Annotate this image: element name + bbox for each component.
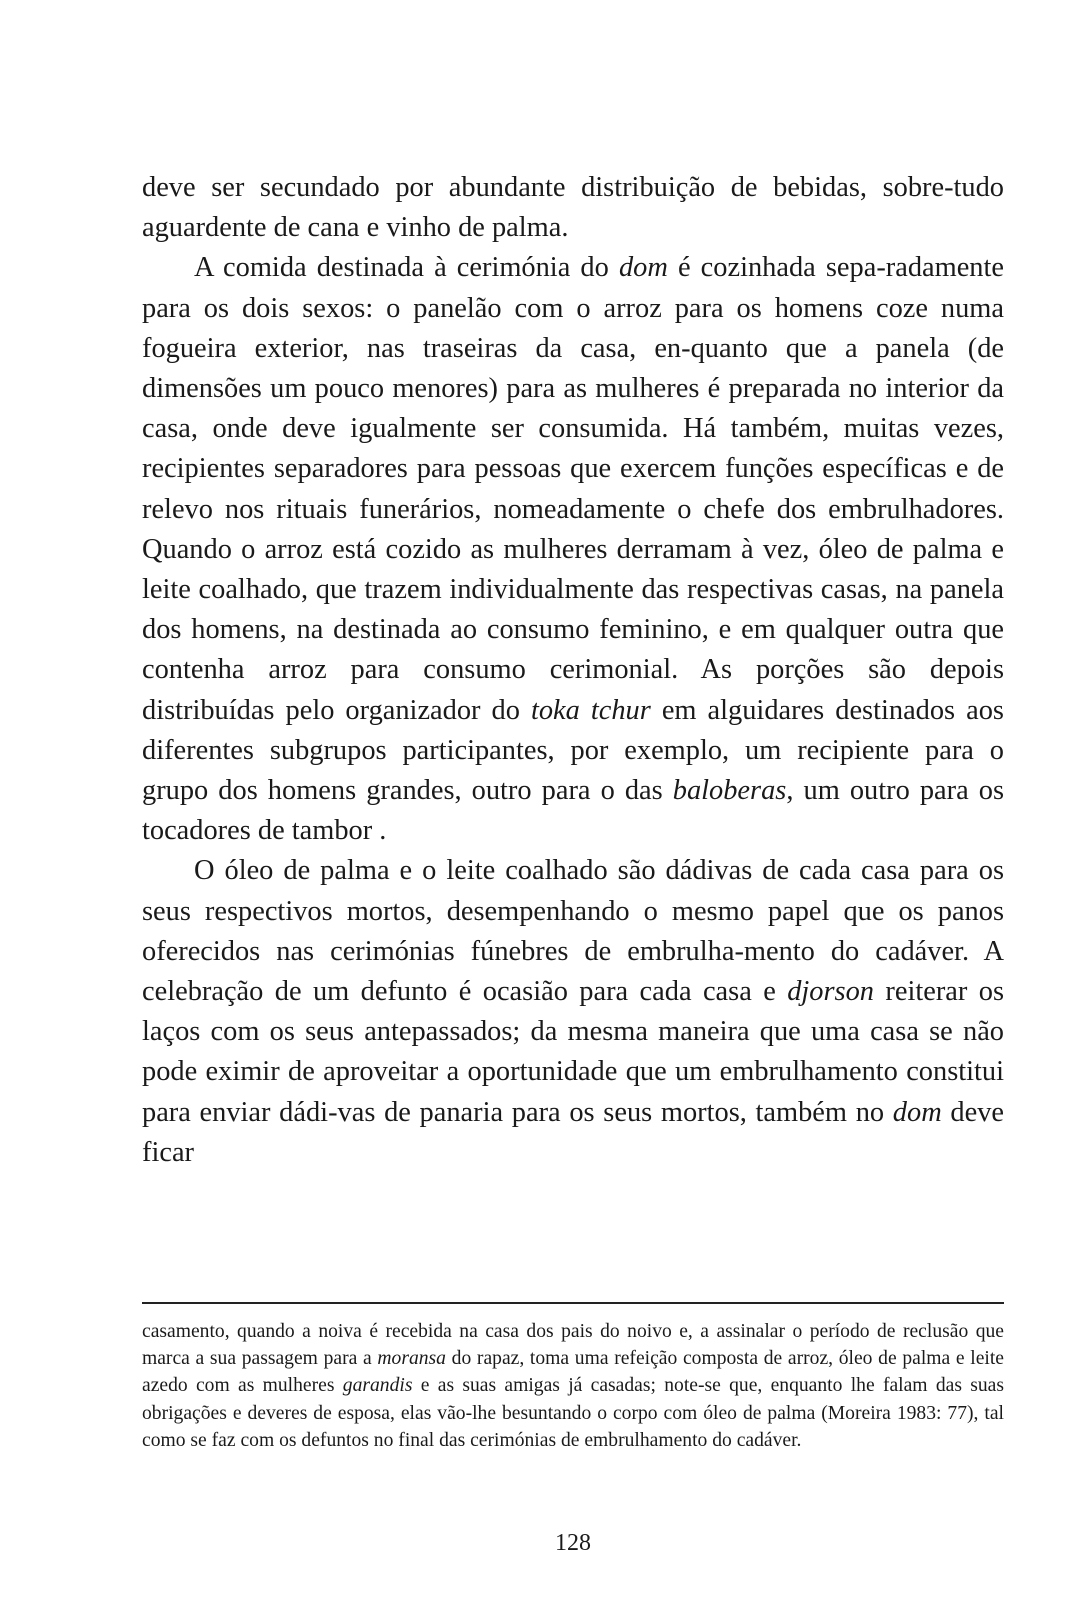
footnote-text-b: do rapaz, toma uma refeição composta de arroz, óleo de palma e leite azedo com as mulheres: [142, 1348, 1004, 1397]
paragraph-2-text-b: é cozinhada sepa-radamente para os dois sexos: o panelão com o arroz para os homens coze numa fogueira exterior, nas traseiras da casa, en-quanto que a panela (de dimensões um pouco menores) para as mulheres é preparada no interior da casa, onde deve igualmente ser consumida. Há também, muitas vezes, recipientes separadores para pessoas que exercem funções específicas e de relevo nos rituais funerários, nomeadamente o chefe dos embrulhadores. Quando o arroz está cozido as mulheres derramam à vez, óleo de palma e leite coalhado, que trazem individualmente das respectivas casas, na panela dos homens, na destinada ao consumo feminino, e em qualquer outra que contenha arroz para consumo cerimonial. As porções são depois distribuídas pelo organizador do: [142, 252, 1004, 726]
paragraph-2-text-c: em alguidares destinados aos diferentes subgrupos participantes, por exemplo, um recipiente para o grupo dos homens grandes, outro para o das: [142, 694, 1004, 807]
paragraph-1-text: deve ser secundado por abundante distribuição de bebidas, sobre-tudo aguardente de cana e vinho de palma.: [142, 172, 1004, 244]
paragraph-3: [142, 851, 1004, 1173]
term-baloberas: baloberas: [672, 775, 787, 807]
term-moransa: moransa: [377, 1348, 446, 1370]
term-dom: dom: [618, 252, 668, 284]
paragraph-2-text-a: A comida destinada à cerimónia do: [194, 252, 619, 284]
paragraph-3-text-c: deve ficar: [142, 1096, 1004, 1168]
footnote-text-c: e as suas amigas já casadas; note-se que, enquanto lhe falam das suas obrigações e deveres de esposa, elas vão-lhe besuntando o corpo com óleo de palma (Moreira 1983: 77), tal como se faz com os defuntos no final das cerimónias de embrulhamento do cadáver.: [142, 1375, 1005, 1451]
paragraph-2-text-d: , um outro para os tocadores de tambor .: [142, 775, 1004, 847]
paragraph-1: [142, 168, 1004, 248]
term-djorson: djorson: [787, 976, 874, 1008]
term-dom-2: dom: [892, 1096, 942, 1128]
term-garandis: garandis: [342, 1375, 413, 1397]
paragraph-3-text-b: reiterar os laços com os seus antepassados; da mesma maneira que uma casa se não pode eximir de aproveitar a oportunidade que um embrulhamento constitui para enviar dádi-vas de panaria para os seus mortos, também no: [142, 976, 1004, 1128]
footnote-text-a: casamento, quando a noiva é recebida na casa dos pais do noivo e, a assinalar o período de reclusão que marca a sua passagem para a: [142, 1321, 1004, 1370]
page-number: 128: [555, 1530, 591, 1556]
term-toka-tchur: toka tchur: [530, 694, 651, 726]
footnote-divider: [142, 1302, 1004, 1304]
paragraph-3-text-a: O óleo de palma e o leite coalhado são dádivas de cada casa para os seus respectivos mortos, desempenhando o mesmo papel que os panos oferecidos nas cerimónias fúnebres de embrulha-mento do cadáver. A celebração de um defunto é ocasião para cada casa e: [142, 855, 1004, 1008]
main-text: [142, 168, 1004, 1173]
footnote: [142, 1318, 1004, 1454]
paragraph-2: [142, 248, 1004, 851]
